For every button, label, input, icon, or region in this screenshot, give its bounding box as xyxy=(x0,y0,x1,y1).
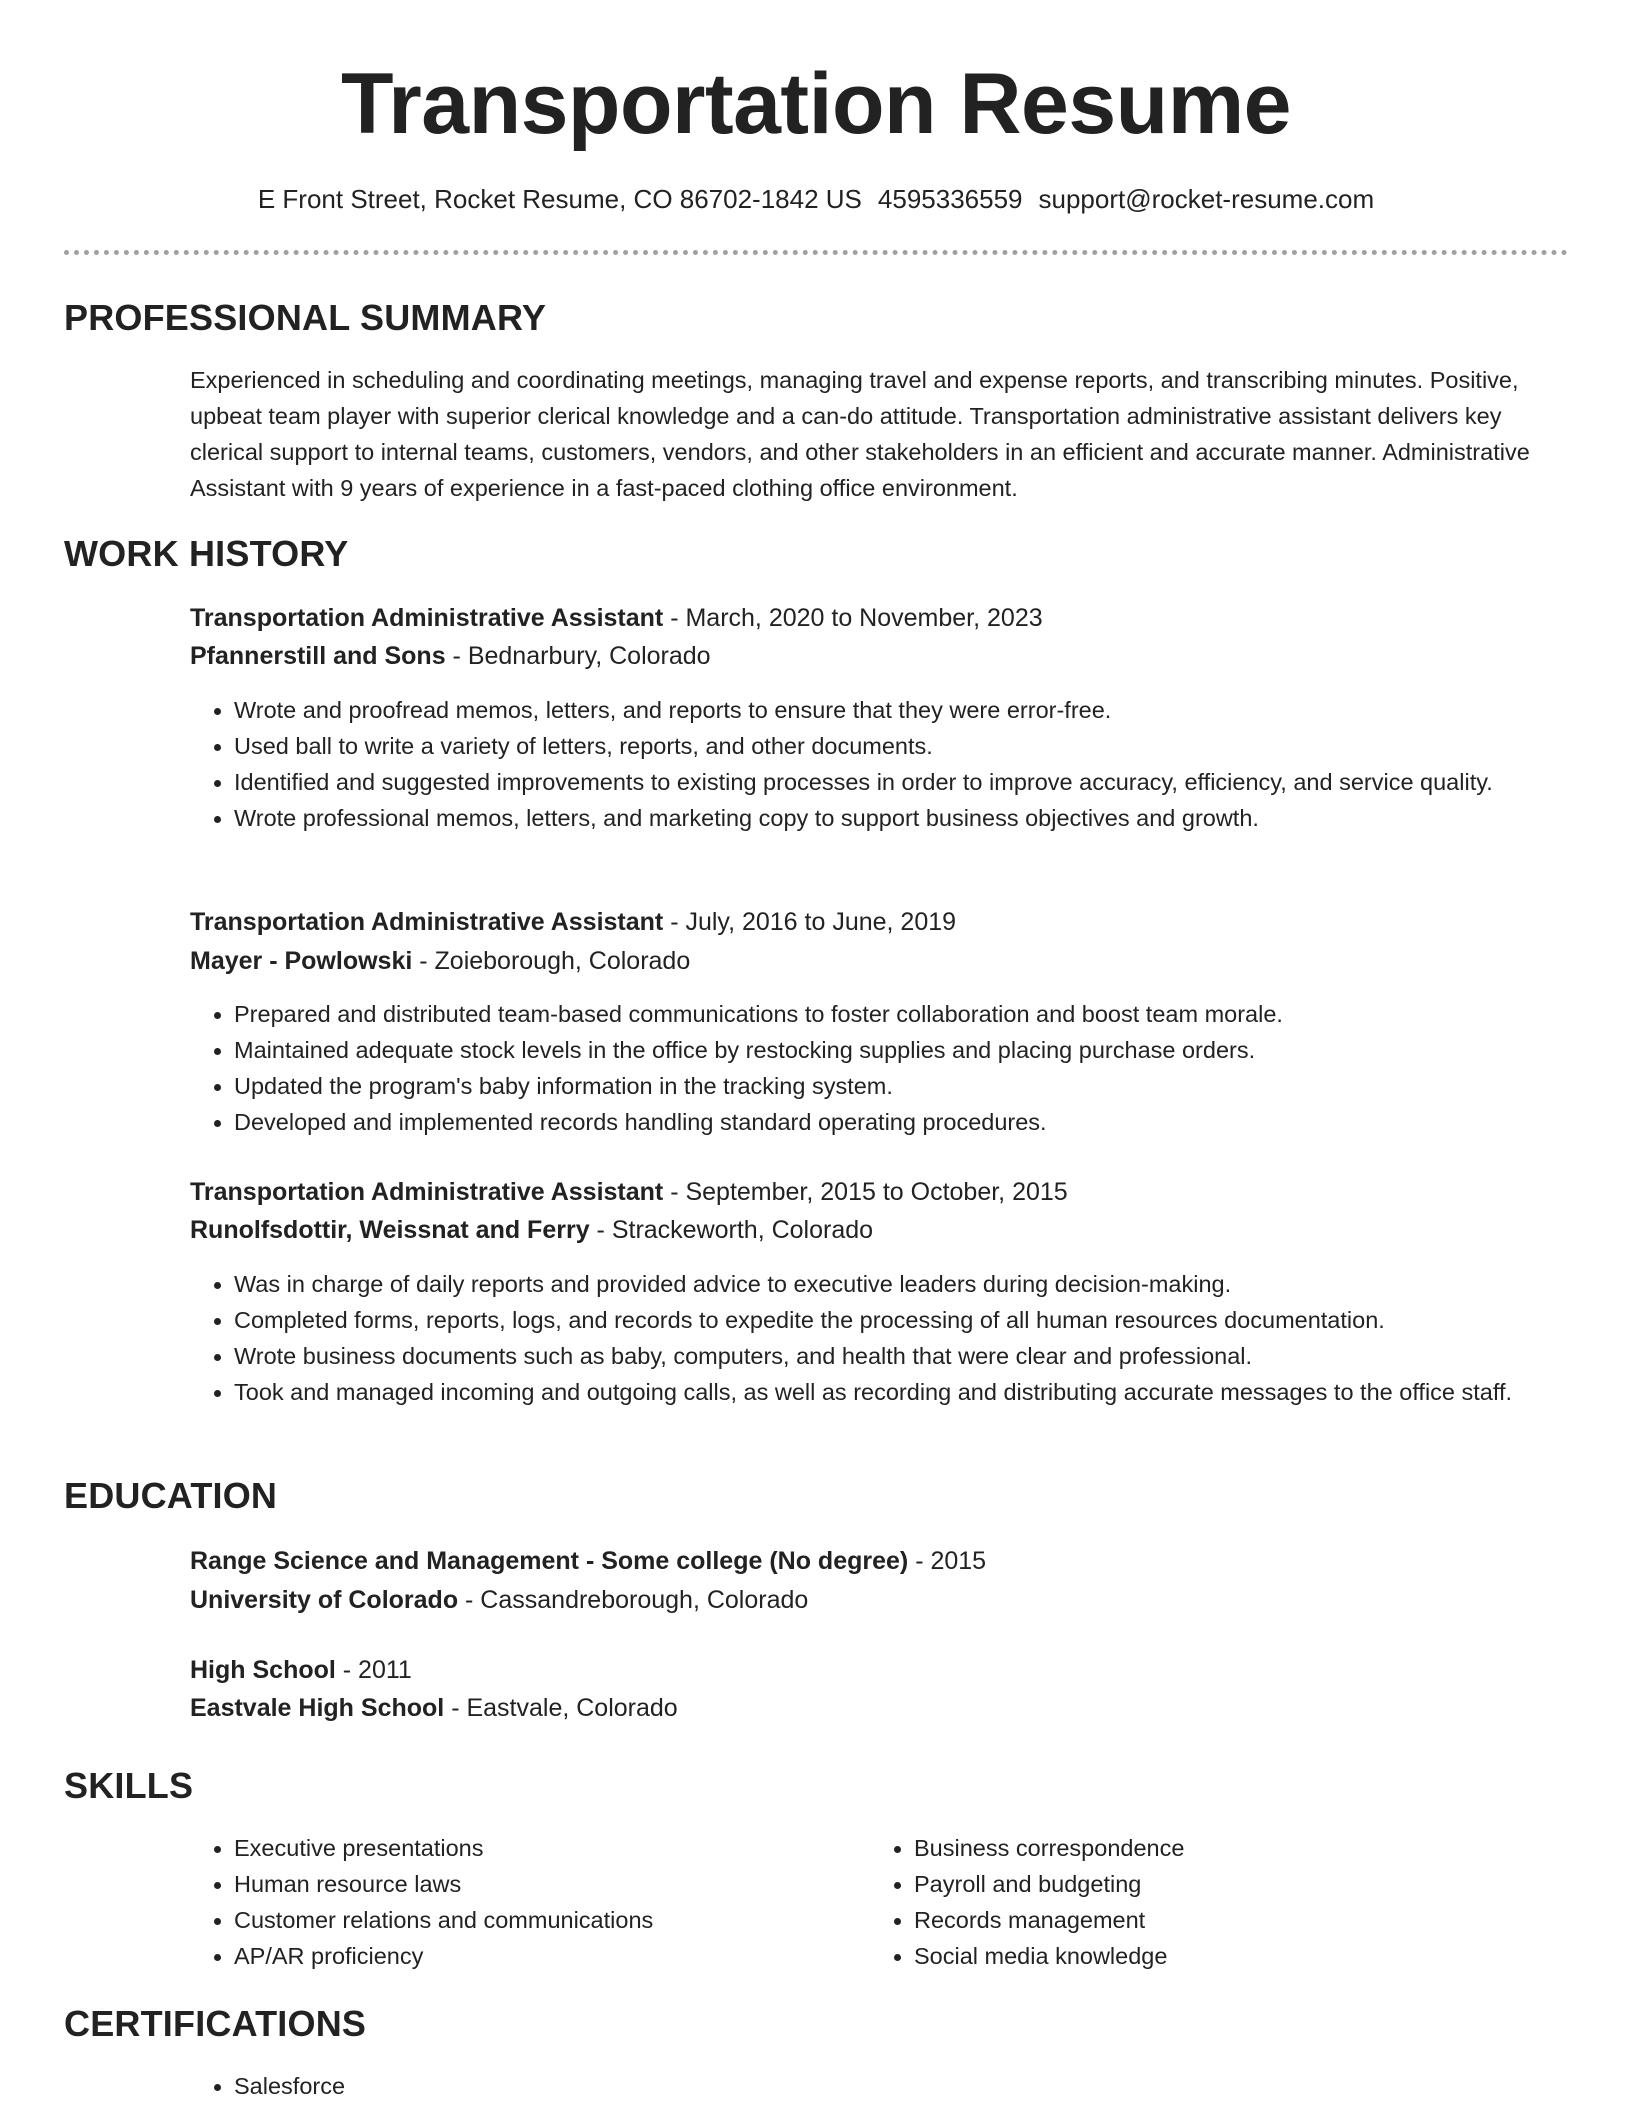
bullet-item: • Updated the program's baby information in the tracking system. xyxy=(234,1068,1560,1104)
education-school xyxy=(190,1690,678,1726)
job-bullets xyxy=(190,996,1560,1140)
education-year: - 2011 xyxy=(335,1656,412,1684)
bullet-item: • Wrote professional memos, letters, and marketing copy to support business objectives and growth. xyxy=(234,800,1560,836)
company-location: - Bednarbury, Colorado xyxy=(445,642,711,670)
resume-title: Transportation Resume xyxy=(340,56,1292,152)
email: support@rocket-resume.com xyxy=(1038,184,1375,214)
header-divider xyxy=(64,250,1568,255)
job-employer xyxy=(190,1212,873,1248)
job-dates: - September, 2015 to October, 2015 xyxy=(663,1178,1068,1206)
school-location: - Cassandreborough, Colorado xyxy=(458,1586,809,1614)
bullet-item: • Used ball to write a variety of letters, reports, and other documents. xyxy=(234,728,1560,764)
job-dates: - July, 2016 to June, 2019 xyxy=(663,908,957,936)
education-year: - 2015 xyxy=(908,1547,987,1575)
skill-item: • Human resource laws xyxy=(234,1866,870,1902)
skill-item: • AP/AR proficiency xyxy=(234,1938,870,1974)
bullet-item: • Developed and implemented records handling standard operating procedures. xyxy=(234,1104,1560,1140)
skill-item: • Payroll and budgeting xyxy=(914,1866,1550,1902)
skill-item: • Executive presentations xyxy=(234,1830,870,1866)
school-name: Eastvale High School xyxy=(190,1694,445,1722)
job-employer xyxy=(190,943,690,979)
section-title-education: EDUCATION xyxy=(64,1475,278,1516)
section-title-certifications: CERTIFICATIONS xyxy=(64,2003,367,2044)
job-heading xyxy=(190,600,1043,636)
school-location: - Eastvale, Colorado xyxy=(444,1694,678,1722)
contact-line xyxy=(0,182,1632,216)
bullet-item: • Identified and suggested improvements to existing processes in order to improve accuracy, efficiency, and service quality. xyxy=(234,764,1560,800)
job-employer xyxy=(190,638,711,674)
company-location: - Strackeworth, Colorado xyxy=(589,1216,874,1244)
phone: 4595336559 xyxy=(877,184,1023,214)
section-title-skills: SKILLS xyxy=(64,1765,194,1806)
education-heading xyxy=(190,1543,986,1579)
bullet-item: • Wrote business documents such as baby, computers, and health that were clear and professional. xyxy=(234,1338,1560,1374)
bullet-item: • Was in charge of daily reports and provided advice to executive leaders during decision-making. xyxy=(234,1266,1560,1302)
bullet-item: • Prepared and distributed team-based communications to foster collaboration and boost team morale. xyxy=(234,996,1560,1032)
job-heading xyxy=(190,904,956,940)
skills-list-left xyxy=(190,1830,870,1974)
education-heading xyxy=(190,1652,412,1688)
section-title-summary: PROFESSIONAL SUMMARY xyxy=(64,297,547,338)
job-dates: - March, 2020 to November, 2023 xyxy=(663,604,1043,632)
bullet-item: • Wrote and proofread memos, letters, and reports to ensure that they were error-free. xyxy=(234,692,1560,728)
certifications-list xyxy=(190,2068,1560,2104)
section-title-work-history: WORK HISTORY xyxy=(64,533,349,574)
school-name: University of Colorado xyxy=(190,1586,459,1614)
degree-name: Range Science and Management - Some college (No degree) xyxy=(190,1547,909,1575)
company-location: - Zoieborough, Colorado xyxy=(412,947,691,975)
bullet-item: • Completed forms, reports, logs, and records to expedite the processing of all human resources documentation. xyxy=(234,1302,1560,1338)
skill-item: • Records management xyxy=(914,1902,1550,1938)
degree-name: High School xyxy=(190,1656,336,1684)
job-title: Transportation Administrative Assistant xyxy=(190,1178,664,1206)
job-title: Transportation Administrative Assistant xyxy=(190,604,664,632)
bullet-item: • Took and managed incoming and outgoing calls, as well as recording and distributing accurate messages to the office staff. xyxy=(234,1374,1560,1410)
skill-item: • Business correspondence xyxy=(914,1830,1550,1866)
job-bullets xyxy=(190,692,1560,836)
skills-list-right xyxy=(870,1830,1550,1974)
education-school xyxy=(190,1582,808,1618)
company-name: Mayer - Powlowski xyxy=(190,947,413,975)
company-name: Pfannerstill and Sons xyxy=(190,642,446,670)
summary-text: Experienced in scheduling and coordinating meetings, managing travel and expense reports, and transcribing minutes. Positive, upbeat team player with superior clerical knowledge and a can-do attitude. Transportation administrative assistant delivers key clerical support to internal teams, customers, vendors, and other stakeholders in an efficient and accurate manner. Administrative Assistant with 9 years of experience in a fast-paced clothing office environment. xyxy=(190,367,1530,501)
job-bullets xyxy=(190,1266,1560,1410)
bullet-item: • Maintained adequate stock levels in the office by restocking supplies and placing purchase orders. xyxy=(234,1032,1560,1068)
skill-item: • Social media knowledge xyxy=(914,1938,1550,1974)
job-title: Transportation Administrative Assistant xyxy=(190,908,664,936)
certification-item: • Salesforce xyxy=(234,2068,1560,2104)
skill-item: • Customer relations and communications xyxy=(234,1902,870,1938)
company-name: Runolfsdottir, Weissnat and Ferry xyxy=(190,1216,590,1244)
address: E Front Street, Rocket Resume, CO 86702-1842 US xyxy=(257,184,862,214)
job-heading xyxy=(190,1174,1068,1210)
